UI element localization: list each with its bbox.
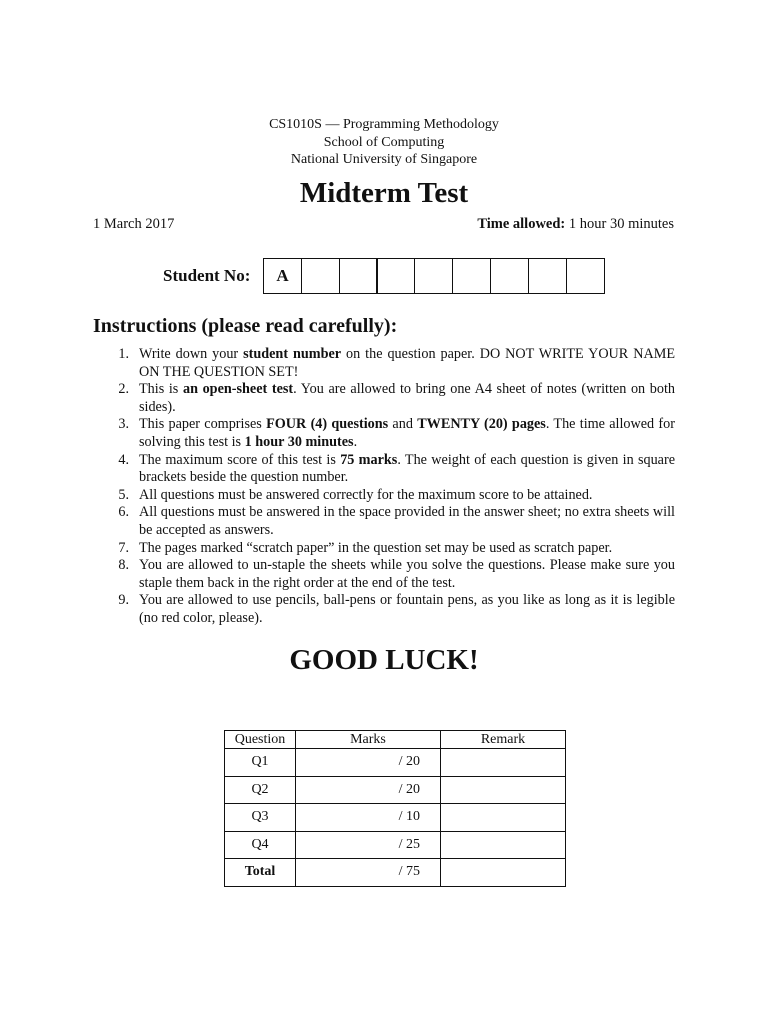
good-luck-text: GOOD LUCK!: [289, 644, 479, 676]
remark-cell[interactable]: [441, 776, 566, 804]
instruction-item: [93, 416, 675, 451]
exam-header: [0, 116, 768, 169]
student-no-box[interactable]: [490, 258, 529, 294]
table-row: [225, 749, 566, 777]
time-allowed: [477, 216, 674, 233]
marks-table-header-row: [225, 731, 566, 749]
remark-cell[interactable]: [441, 831, 566, 859]
student-no-box[interactable]: [566, 258, 605, 294]
instruction-number: 3.: [118, 416, 129, 433]
table-row: [225, 831, 566, 859]
instruction-number: 4.: [118, 451, 129, 468]
instruction-text: The maximum score of this test is: [139, 451, 341, 468]
time-allowed-label: Time allowed:: [477, 216, 566, 232]
instruction-item: [93, 452, 675, 487]
table-row: [225, 859, 566, 887]
instruction-text: on the question paper. DO NOT WRITE YOUR NAME ON THE QUESTION SET!: [139, 346, 675, 380]
time-allowed-value: 1 hour 30 minutes: [565, 216, 674, 232]
instruction-text: . The weight of each question is given in square brackets beside the question number.: [139, 451, 675, 486]
student-no-box[interactable]: [528, 258, 567, 294]
instruction-text: You are allowed to un-staple the sheets while you solve the questions. Please make sure you staple them back in the right order at the end of the test.: [139, 557, 675, 591]
student-no-box[interactable]: [376, 258, 415, 294]
instruction-text: All questions must be answered correctly for the maximum score to be attained.: [139, 486, 593, 503]
instruction-text: The pages marked “scratch paper” in the question set may be used as scratch paper.: [139, 539, 613, 556]
instruction-item: [93, 557, 675, 592]
exam-date: 1 March 2017: [93, 216, 175, 232]
instruction-number: 5.: [118, 486, 129, 503]
question-cell: Total: [225, 859, 296, 887]
marks-table: [224, 730, 566, 887]
student-no-box[interactable]: [339, 258, 378, 294]
instruction-item: [93, 346, 675, 381]
header-remark: Remark: [441, 731, 566, 749]
instruction-number: 8.: [118, 557, 129, 574]
instructions-list: [93, 346, 675, 628]
instruction-text: Write down your: [139, 346, 244, 362]
course-name: CS1010S — Programming Methodology: [269, 117, 499, 132]
marks-cell: / 10: [296, 804, 441, 832]
student-no-box[interactable]: A: [263, 258, 302, 294]
instruction-text: This paper comprises: [139, 416, 267, 433]
instruction-text: All questions must be answered in the space provided in the answer sheet; no extra sheets will be accepted as answers.: [139, 504, 675, 538]
remark-cell[interactable]: [441, 804, 566, 832]
question-cell: Q3: [225, 804, 296, 832]
instruction-number: 7.: [118, 539, 129, 556]
instruction-text: . You are allowed to bring one A4 sheet of notes (written on both sides).: [139, 381, 675, 415]
instruction-item: [93, 504, 675, 539]
student-no-box[interactable]: [301, 258, 340, 294]
instruction-number: 6.: [118, 504, 129, 521]
table-row: [225, 804, 566, 832]
instruction-text: and: [388, 416, 418, 433]
remark-cell[interactable]: [441, 749, 566, 777]
instruction-text: .: [353, 433, 358, 450]
marks-cell: / 20: [296, 776, 441, 804]
instruction-number: 1.: [118, 346, 129, 362]
instructions-heading: Instructions (please read carefully):: [93, 315, 398, 337]
question-cell: Q4: [225, 831, 296, 859]
instruction-item: [93, 540, 675, 558]
instruction-item: [93, 592, 675, 627]
header-marks: Marks: [296, 731, 441, 749]
instruction-item: [93, 487, 675, 505]
instruction-number: 2.: [118, 381, 129, 398]
instruction-text: This is: [139, 381, 183, 398]
instruction-emphasis: 1 hour 30 minutes: [244, 433, 354, 450]
student-no-boxes[interactable]: [263, 258, 605, 294]
remark-cell[interactable]: [441, 859, 566, 887]
question-cell: Q1: [225, 749, 296, 777]
instruction-number: 9.: [118, 592, 129, 609]
instruction-emphasis: FOUR (4) questions: [266, 416, 389, 433]
page-title: Midterm Test: [299, 177, 469, 209]
instruction-text: . The time allowed for solving this test is: [139, 416, 675, 450]
marks-cell: / 75: [296, 859, 441, 887]
instruction-emphasis: an open-sheet test: [182, 381, 294, 398]
instruction-item: [93, 381, 675, 416]
instruction-emphasis: student number: [243, 346, 342, 362]
student-no-box[interactable]: [452, 258, 491, 294]
school-name: School of Computing: [323, 134, 445, 150]
student-no-box[interactable]: [414, 258, 453, 294]
student-no-label: Student No:: [163, 266, 251, 285]
university-name: National University of Singapore: [290, 152, 478, 167]
question-cell: Q2: [225, 776, 296, 804]
marks-cell: / 20: [296, 749, 441, 777]
instruction-emphasis: TWENTY (20) pages: [417, 416, 546, 433]
header-question: Question: [225, 731, 296, 749]
marks-cell: / 25: [296, 831, 441, 859]
instruction-text: You are allowed to use pencils, ball-pens or fountain pens, as you like as long as it is legible (no red color, please).: [139, 592, 675, 626]
table-row: [225, 776, 566, 804]
instruction-emphasis: 75 marks: [340, 451, 398, 468]
